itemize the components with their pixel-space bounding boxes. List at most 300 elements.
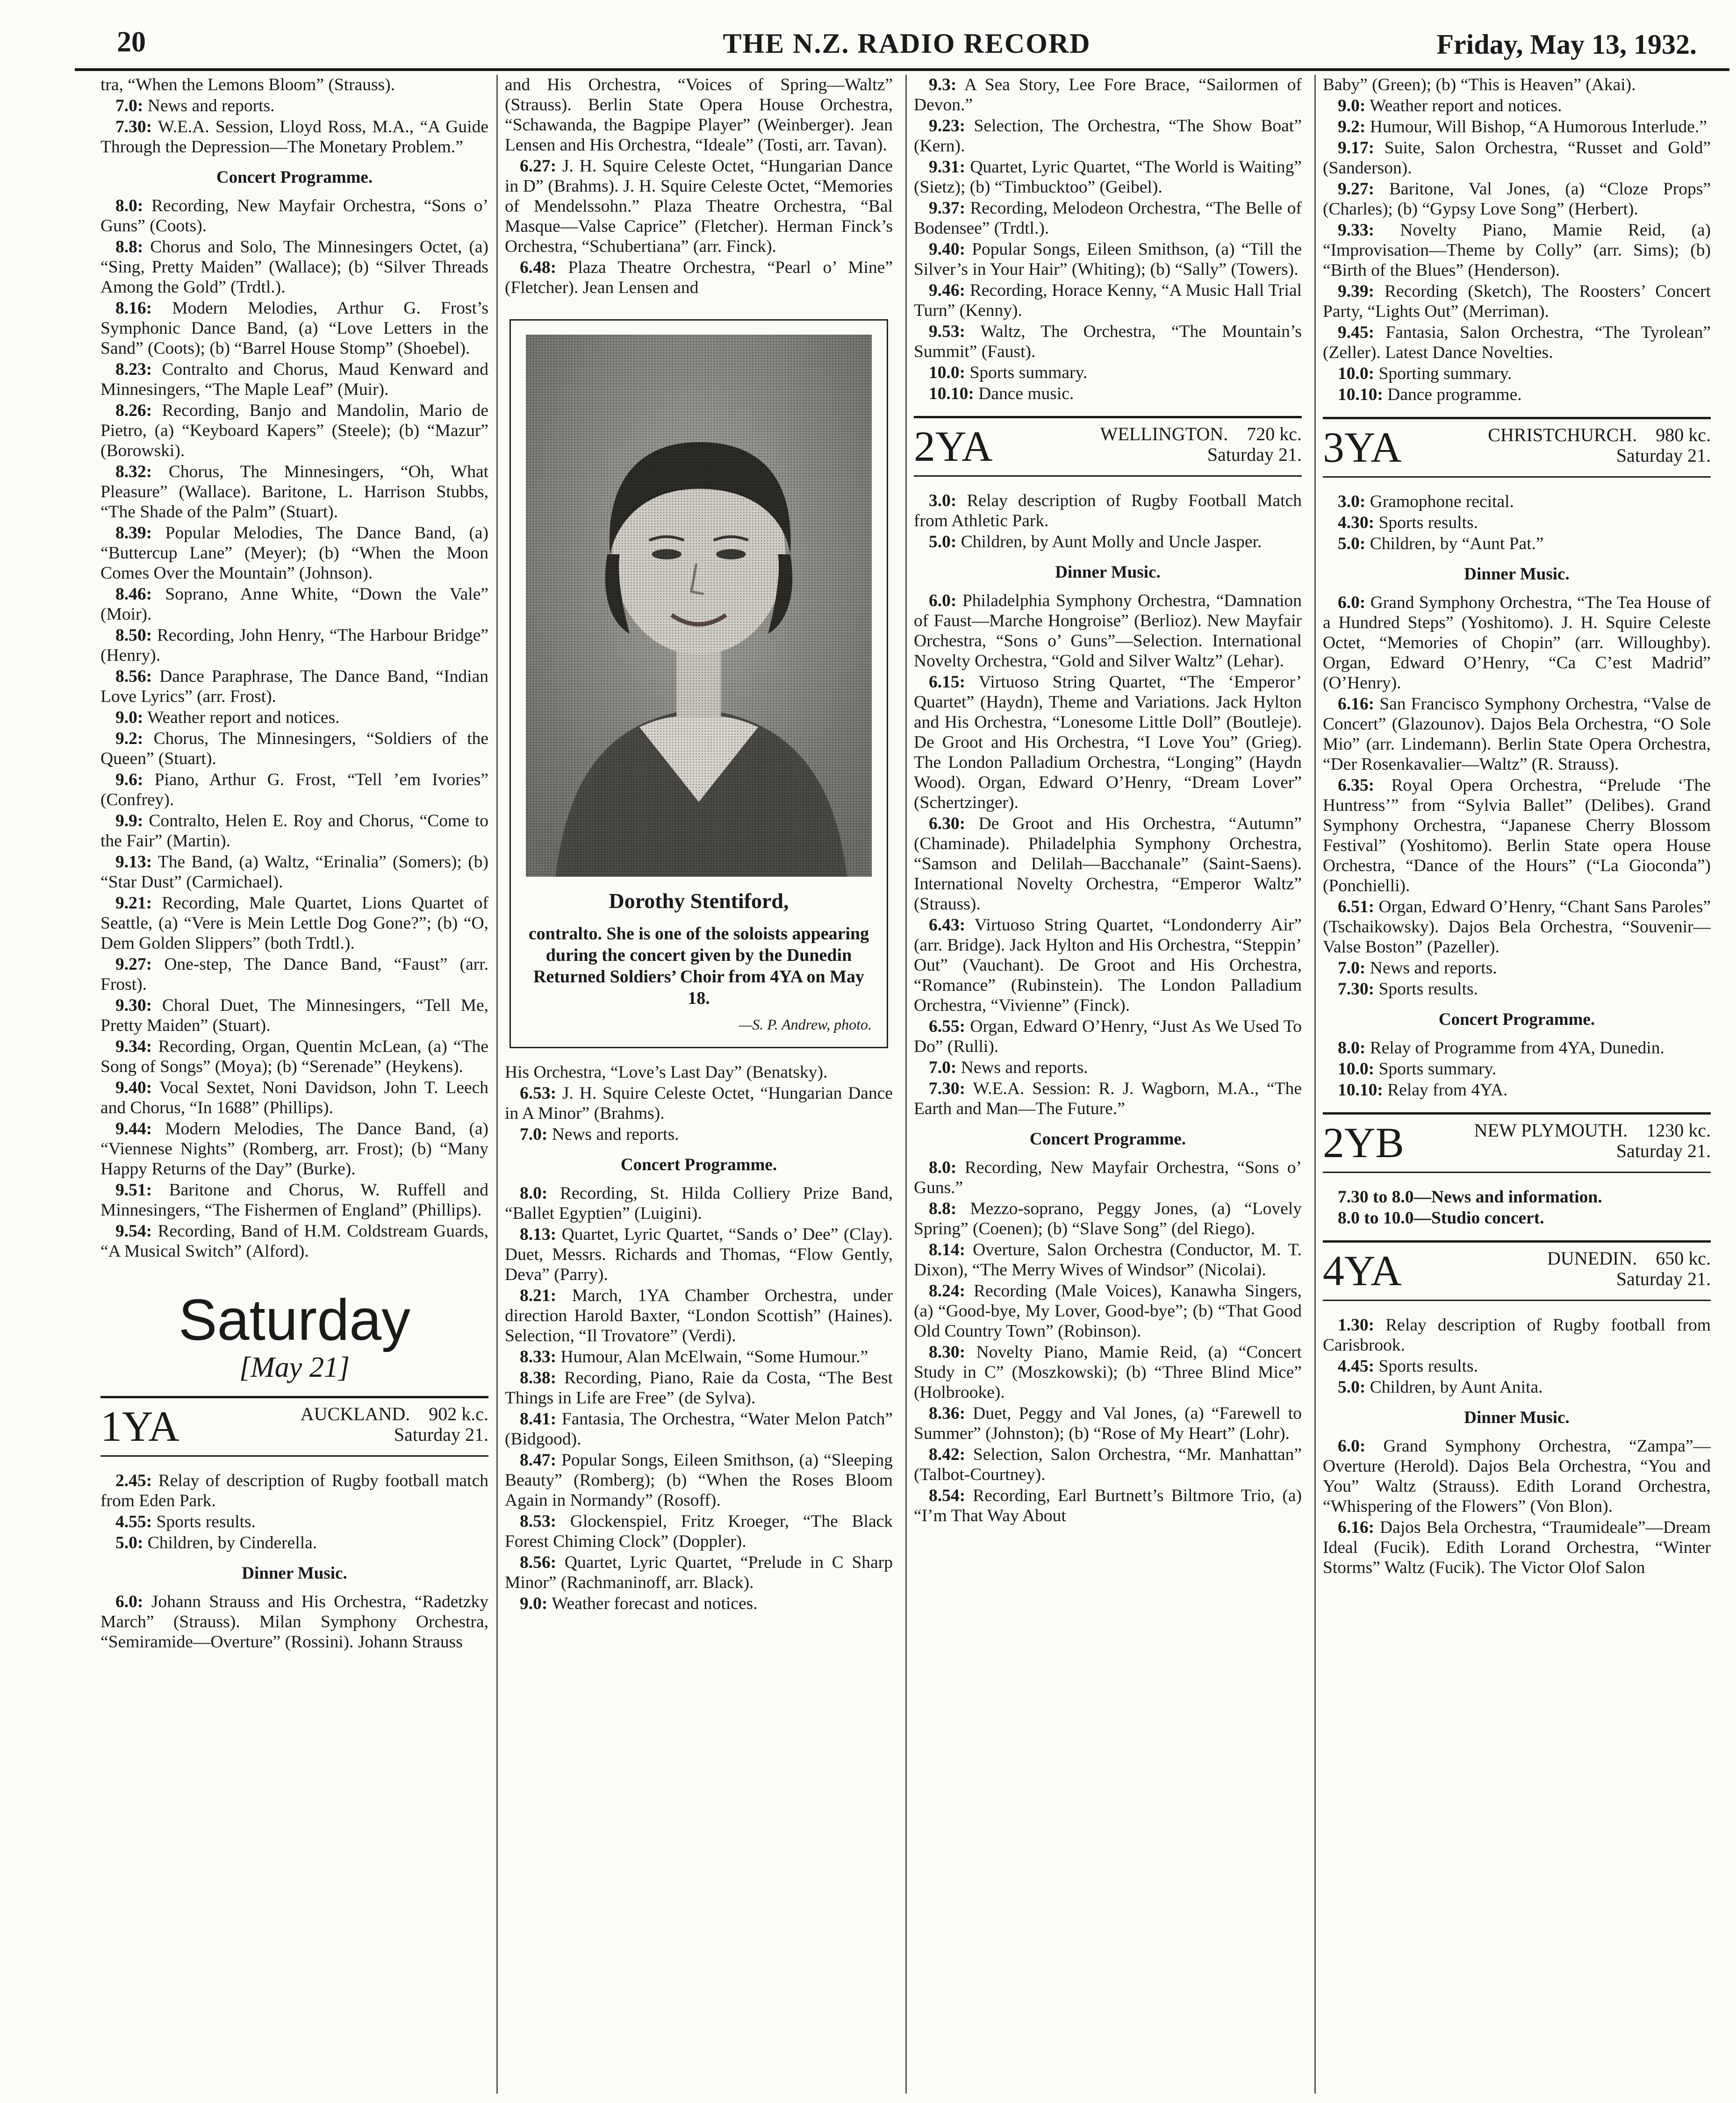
listing-continued: tra, “When the Lemons Bloom” (Strauss). [100, 75, 395, 94]
listing-text: Chorus, The Minnesingers, “Soldiers of the Queen” (Stuart). [100, 729, 488, 768]
listing-time: 8.50: [115, 626, 152, 645]
listing-item [914, 1281, 1302, 1341]
listing-text: Baritone and Chorus, W. Ruffell and Minnesingers, “The Fishermen of England” (Phillips). [100, 1180, 488, 1220]
listing-text: One-step, The Dance Band, “Faust” (arr. Frost). [100, 955, 488, 994]
listing-text: Organ, Edward O’Henry, “Chant Sans Paroles” (Tschaikowsky). Dajos Bela Orchestra, “Souvenir—Valse Boston” (Pazeller). [1323, 897, 1711, 957]
listing-time: 5.0: [929, 532, 957, 551]
listing-time: 8.30: [929, 1343, 966, 1362]
listing-item [914, 1445, 1302, 1485]
listing-item [914, 532, 1302, 552]
listing-item [914, 198, 1302, 238]
listing-text: Philadelphia Symphony Orchestra, “Damnation of Faust—Marche Hongroise” (Berlioz). New Mayfair Orchestra, “Sons o’ Guns”—Selection. International Novelty Orchestra, “Gold and Silver Waltz” (Lehar). [914, 591, 1302, 671]
listing-item [914, 384, 1302, 404]
listing-time: 5.0: [1338, 1378, 1366, 1397]
listing-text: Children, by Aunt Molly and Uncle Jasper. [961, 532, 1262, 551]
listing-text: Popular Songs, Eileen Smithson, (a) “Till the Silver’s in Your Hair” (Whiting); (b) “Sally” (Towers). [914, 240, 1302, 279]
page-header [117, 26, 1697, 70]
column-3 [914, 75, 1302, 2098]
listing-time: 8.42: [929, 1445, 966, 1464]
listing-item [1323, 979, 1711, 999]
listing-item [100, 523, 488, 583]
listing-time: 7.30: [1338, 980, 1375, 999]
listing-item [1323, 694, 1711, 774]
listing-item [1323, 281, 1711, 322]
listing-time: 8.38: [520, 1368, 557, 1388]
listing-time: 4.30: [1338, 513, 1375, 532]
listing-item [100, 196, 488, 236]
listing-time: 5.0: [115, 1533, 143, 1552]
station-city-frequency [1488, 425, 1711, 445]
day-date: [May 21] [239, 1352, 350, 1383]
listing-time: 7.0: [1338, 959, 1366, 978]
listing-item [1323, 958, 1711, 978]
listing-time: 8.46: [115, 585, 152, 604]
listing-time: 9.2: [1338, 117, 1366, 136]
section-heading: Dinner Music. [1464, 565, 1570, 584]
listing-text: W.E.A. Session, Lloyd Ross, M.A., “A Guide Through the Depression—The Monetary Problem.” [100, 117, 488, 157]
listing-item [505, 1450, 893, 1510]
listing-item [100, 1119, 488, 1179]
listing-time: 9.33: [1338, 221, 1375, 240]
listing-item: 8.0 to 10.0—Studio concert. [1338, 1209, 1544, 1228]
station-city: AUCKLAND. [300, 1403, 410, 1424]
listing-text: Grand Symphony Orchestra, “The Tea House of a Hundred Steps” (Yoshitomo). J. H. Squire Celeste Octet, “Memories of Chopin” (arr. Willoughby). Organ, Edward O’Henry, “Ca C’est Madrid” (O’Henry). [1323, 593, 1711, 693]
listing-time: 8.8: [929, 1199, 957, 1218]
listing-item [100, 625, 488, 665]
listing-text: W.E.A. Session: R. J. Wagborn, M.A., “The Earth and Man—The Future.” [914, 1079, 1302, 1118]
listing-text: Recording, Piano, Raie da Costa, “The Best Things in Life are Free” (de Sylva). [505, 1368, 893, 1408]
listing-time: 7.0: [520, 1125, 548, 1144]
listing-item [100, 811, 488, 851]
column-divider [496, 75, 498, 2094]
listing-text: Recording, New Mayfair Orchestra, “Sons o’ Guns.” [914, 1158, 1302, 1197]
listing-text: Recording, Melodeon Orchestra, “The Belle of Bodensee” (Trdtl.). [914, 199, 1302, 238]
listing-text: Modern Melodies, Arthur G. Frost’s Symphonic Dance Band, (a) “Love Letters in the Sand” (Coots); (b) “Barrel House Stomp” (Shoebel). [100, 299, 488, 358]
listing-text: Sports summary. [1378, 1059, 1497, 1079]
listing-item [1323, 364, 1711, 384]
listing-time: 9.27: [115, 955, 152, 974]
station-call-sign: 1YA [100, 1402, 179, 1450]
listing-text: Recording, John Henry, “The Harbour Bridge” (Henry). [100, 626, 488, 665]
listing-text: Popular Melodies, The Dance Band, (a) “Buttercup Lane” (Meyer); (b) “When the Moon Comes Over the Mountain” (Johnson). [100, 523, 488, 583]
listing-text: Relay from 4YA. [1387, 1080, 1508, 1100]
listing-time: 8.36: [929, 1404, 966, 1423]
listing-text: Selection, The Orchestra, “The Show Boat” (Kern). [914, 116, 1302, 156]
listing-time: 8.33: [520, 1347, 557, 1366]
listing-item [914, 672, 1302, 813]
station-header-3ya [1323, 417, 1711, 478]
listing-item [1323, 593, 1711, 693]
listing-item [100, 893, 488, 953]
photo-feature [509, 319, 888, 1048]
listing-item [914, 1016, 1302, 1057]
listing-item [1323, 1517, 1711, 1578]
listing-text: Chorus, The Minnesingers, “Oh, What Pleasure” (Wallace). Baritone, L. Harrison Stubbs, “The Shade of the Palm” (Stuart). [100, 462, 488, 522]
listing-item [505, 258, 893, 298]
listing-time: 10.10: [929, 384, 974, 403]
station-day: Saturday 21. [1616, 1268, 1711, 1289]
listing-time: 9.40: [115, 1078, 152, 1097]
listing-time: 9.54: [115, 1222, 152, 1241]
listing-text: Dance programme. [1387, 385, 1522, 404]
listing-time: 9.31: [929, 157, 966, 177]
column-2 [505, 75, 893, 2098]
listing-time: 6.0: [115, 1592, 143, 1611]
page-number: 20 [117, 26, 146, 58]
station-city: NEW PLYMOUTH. [1474, 1120, 1628, 1141]
listing-text: J. H. Squire Celeste Octet, “Hungarian Dance in D” (Brahms). J. H. Squire Celeste Octet, “Memories of Mendelssohn.” Plaza Theatre Orchestra, “Bal Masque—Valse Caprice” (Fletcher). Herman Finck’s Orchestra, “Schubertiana” (arr. Finck). [505, 157, 893, 256]
listing-text: News and reports. [147, 96, 275, 115]
listing-time: 6.35: [1338, 776, 1375, 795]
listing-text: Sports results. [1378, 513, 1478, 532]
photo-subject-name: Dorothy Stentiford, [609, 889, 789, 913]
portrait-image [526, 335, 872, 877]
listing-item [1323, 1436, 1711, 1516]
listing-time: 4.45: [1338, 1357, 1375, 1376]
listing-time: 10.10: [1338, 1080, 1383, 1100]
listing-text: Duet, Peggy and Val Jones, (a) “Farewell to Summer” (Johnston); (b) “Rose of My Heart” (Lohr). [914, 1404, 1302, 1443]
listing-text: Royal Opera Orchestra, “Prelude ‘The Huntress’” from “Sylvia Ballet” (Delibes). Grand Symphony Orchestra, “Japanese Cherry Blossom Festival” (Yoshitomo). Berlin State opera House Orchestra, “Dance of the Hours” (“La Gioconda”) (Ponchielli). [1323, 776, 1711, 895]
listing-text: Recording, Male Quartet, Lions Quartet of Seattle, (a) “Vere is Mein Lettle Dog Gone?”; (b) “O, Dem Golden Slippers” (both Trdtl.). [100, 894, 488, 953]
listing-text: Mezzo-soprano, Peggy Jones, (a) “Lovely Spring” (Coenen); (b) “Slave Song” (del Riego). [914, 1199, 1302, 1238]
listing-text: Recording (Sketch), The Roosters’ Concert Party, “Lights Out” (Merriman). [1323, 282, 1711, 321]
listing-text: Waltz, The Orchestra, “The Mountain’s Summit” (Faust). [914, 322, 1302, 361]
listing-item [914, 1158, 1302, 1198]
listing-text: Gramophone recital. [1370, 492, 1514, 511]
listing-text: Johann Strauss and His Orchestra, “Radetzky March” (Strauss). Milan Symphony Orchestra, “Semiramide—Overture” (Rossini). Johann Strauss [100, 1592, 488, 1652]
listing-item [914, 280, 1302, 321]
listing-time: 9.44: [115, 1119, 152, 1138]
listing-time: 6.0: [929, 591, 957, 610]
listing-item: 7.30 to 8.0—News and information. [1338, 1187, 1602, 1207]
listing-item [100, 1221, 488, 1261]
listing-item [914, 1403, 1302, 1444]
listing-item [914, 239, 1302, 279]
listing-item [1323, 96, 1711, 116]
listing-item [505, 1347, 893, 1367]
issue-date: Friday, May 13, 1932. [1436, 29, 1697, 60]
listing-time: 8.47: [520, 1451, 557, 1470]
listing-text: Recording, Earl Burtnett’s Biltmore Trio, (a) “I’m That Way About [914, 1486, 1302, 1525]
listing-time: 9.39: [1338, 282, 1375, 301]
station-day: Saturday 21. [1616, 445, 1711, 466]
listing-item [505, 1511, 893, 1552]
listing-time: 9.30: [115, 996, 152, 1015]
column-1 [100, 75, 488, 2098]
listing-item [100, 666, 488, 707]
listing-item [100, 584, 488, 624]
day-banner [100, 1289, 488, 1384]
listing-time: 9.23: [929, 116, 966, 136]
column-divider [905, 75, 907, 2094]
listing-item [1323, 534, 1711, 554]
station-city-frequency [301, 1404, 488, 1424]
listing-time: 9.21: [115, 894, 152, 913]
listing-time: 9.37: [929, 199, 966, 218]
station-frequency: 720 kc. [1247, 423, 1302, 444]
listing-time: 8.0: [929, 1158, 957, 1177]
listing-text: Recording, Banjo and Mandolin, Mario de Pietro, (a) “Keyboard Kapers” (Steele); (b) “Mazur” (Borowski). [100, 401, 488, 460]
listing-time: 8.39: [115, 523, 152, 543]
listing-item [505, 1368, 893, 1408]
listing-text: Relay description of Rugby Football Match from Athletic Park. [914, 491, 1302, 530]
station-frequency: 902 k.c. [429, 1403, 488, 1424]
listing-item [1323, 897, 1711, 957]
listing-text: News and reports. [552, 1125, 679, 1144]
listing-time: 9.53: [929, 322, 966, 341]
listing-text: Sports summary. [969, 363, 1088, 382]
listing-item [1323, 492, 1711, 512]
listing-item [1323, 385, 1711, 405]
publication-title: THE N.Z. RADIO RECORD [723, 28, 1091, 59]
listing-text: Recording (Male Voices), Kanawha Singers, (a) “Good-bye, My Lover, Good-bye”; (b) “That Good Old Country Town” (Robinson). [914, 1281, 1302, 1341]
column-4 [1323, 75, 1711, 2098]
portrait-photo [526, 335, 872, 877]
listing-time: 8.0: [520, 1184, 548, 1203]
listing-text: March, 1YA Chamber Orchestra, under direction Harold Baxter, “London Scottish” (Haines). Selection, “Il Trovatore” (Verdi). [505, 1286, 893, 1345]
listing-time: 9.0: [115, 708, 143, 727]
listing-item [914, 814, 1302, 914]
listing-text: Dajos Bela Orchestra, “Traumideale”—Dream Ideal (Fucik). Edith Lorand Orchestra, “Winter Storms” Waltz (Fucik). The Victor Olof Salon [1323, 1518, 1711, 1577]
section-heading: Concert Programme. [1438, 1010, 1595, 1029]
listing-time: 6.43: [929, 916, 966, 935]
listing-item [914, 1199, 1302, 1239]
listing-item [100, 954, 488, 994]
listing-text: Quartet, Lyric Quartet, “Prelude in C Sharp Minor” (Rachmaninoff, arr. Black). [505, 1553, 893, 1592]
section-heading: Concert Programme. [216, 168, 373, 187]
station-header-2yb [1323, 1112, 1711, 1173]
station-city-frequency [1100, 424, 1302, 444]
listing-time: 8.14: [929, 1240, 966, 1259]
section-heading: Concert Programme. [1029, 1130, 1186, 1149]
listing-time: 8.21: [520, 1286, 557, 1305]
listing-time: 3.0: [1338, 492, 1366, 511]
listing-time: 9.45: [1338, 323, 1375, 342]
listing-text: News and reports. [961, 1058, 1088, 1077]
listing-time: 9.46: [929, 281, 966, 300]
listing-text: Recording, St. Hilda Colliery Prize Band, “Ballet Egyptien” (Luigini). [505, 1184, 893, 1223]
station-day: Saturday 21. [1616, 1140, 1711, 1161]
listing-text: A Sea Story, Lee Fore Brace, “Sailormen of Devon.” [914, 75, 1302, 114]
station-header-4ya [1323, 1240, 1711, 1301]
station-call-sign: 2YB [1323, 1119, 1404, 1166]
section-heading: Dinner Music. [1464, 1408, 1570, 1427]
listing-text: Piano, Arthur G. Frost, “Tell ’em Ivories” (Confrey). [100, 770, 488, 809]
station-call-sign: 3YA [1323, 423, 1402, 471]
listing-item [914, 322, 1302, 362]
column-divider [1314, 75, 1316, 2094]
listing-item [914, 116, 1302, 156]
station-header-2ya [914, 416, 1302, 477]
listing-item [505, 1552, 893, 1593]
section-heading: Dinner Music. [1055, 563, 1161, 582]
listing-text: Plaza Theatre Orchestra, “Pearl o’ Mine” (Fletcher). Jean Lensen and [505, 258, 893, 297]
listing-time: 8.26: [115, 401, 152, 420]
listing-time: 6.55: [929, 1017, 966, 1036]
listing-text: Fantasia, Salon Orchestra, “The Tyrolean” (Zeller). Latest Dance Novelties. [1323, 323, 1711, 362]
station-city: CHRISTCHURCH. [1488, 424, 1637, 445]
listing-item [914, 1079, 1302, 1119]
listing-time: 9.9: [115, 811, 143, 830]
listing-text: J. H. Squire Celeste Octet, “Hungarian Dance in A Minor” (Brahms). [505, 1084, 893, 1123]
listing-text: Weather report and notices. [147, 708, 340, 727]
listing-time: 8.0: [1338, 1038, 1366, 1058]
listing-item [1323, 513, 1711, 533]
listing-time: 8.53: [520, 1512, 557, 1531]
listing-text: Choral Duet, The Minnesingers, “Tell Me, Pretty Maiden” (Stuart). [100, 996, 488, 1035]
listing-text: Chorus and Solo, The Minnesingers Octet, (a) “Sing, Pretty Maiden” (Wallace); (b) “Silver Threads Among the Gold” (Trdtl.). [100, 237, 488, 297]
listing-time: 6.53: [520, 1084, 557, 1103]
listing-item [914, 75, 1302, 115]
listing-item [100, 1592, 488, 1652]
listing-time: 1.30: [1338, 1316, 1375, 1335]
listing-text: Baritone, Val Jones, (a) “Cloze Props” (Charles); (b) “Gypsy Love Song” (Herbert). [1323, 179, 1711, 219]
section-heading: Dinner Music. [242, 1564, 347, 1583]
listing-item [914, 591, 1302, 671]
listing-item [100, 1078, 488, 1118]
listing-item [100, 117, 488, 157]
listing-time: 8.41: [520, 1409, 557, 1429]
listing-time: 8.54: [929, 1486, 966, 1505]
listing-text: Suite, Salon Orchestra, “Russet and Gold” (Sanderson). [1323, 138, 1711, 178]
listing-time: 4.55: [115, 1512, 152, 1531]
listing-item [100, 708, 488, 728]
listing-time: 8.24: [929, 1281, 966, 1301]
listing-text: The Band, (a) Waltz, “Erinalia” (Somers); (b) “Star Dust” (Carmichael). [100, 852, 488, 892]
listing-time: 6.27: [520, 157, 557, 176]
listing-text: Soprano, Anne White, “Down the Vale” (Moir). [100, 585, 488, 624]
listing-item [914, 1342, 1302, 1402]
listing-text: Humour, Alan McElwain, “Some Humour.” [560, 1347, 868, 1366]
listing-time: 6.30: [929, 814, 966, 833]
listing-item [100, 1533, 488, 1553]
listing-item [1323, 1377, 1711, 1397]
station-day: Saturday 21. [394, 1424, 488, 1445]
listing-time: 6.51: [1338, 897, 1375, 916]
listing-item [505, 1124, 893, 1144]
listing-time: 8.13: [520, 1225, 557, 1244]
listing-item [914, 1240, 1302, 1280]
listing-item [1323, 1038, 1711, 1058]
listing-item [100, 1471, 488, 1511]
listing-item [914, 1058, 1302, 1078]
listing-item [1323, 138, 1711, 178]
listing-text: Virtuoso String Quartet, “Londonderry Air” (arr. Bridge). Jack Hylton and His Orchestra, “Steppin’ Out” (Vauchant). De Groot and His Orchestra, “Romance” (Rubinstein). The London Palladium Orchestra, “Vivienne” (Finck). [914, 916, 1302, 1015]
listing-item [100, 995, 488, 1036]
listing-time: 9.17: [1338, 138, 1375, 157]
listing-item [505, 1286, 893, 1346]
listing-time: 8.56: [520, 1553, 557, 1572]
listing-time: 6.16: [1338, 1518, 1375, 1537]
listing-time: 10.0: [929, 363, 966, 382]
listing-item [1323, 775, 1711, 896]
listing-item [100, 729, 488, 769]
listing-item [100, 852, 488, 892]
listing-text: Sporting summary. [1378, 364, 1512, 383]
listing-text: Quartet, Lyric Quartet, “Sands o’ Dee” (Clay). Duet, Messrs. Richards and Thomas, “Flow Gently, Deva” (Parry). [505, 1225, 893, 1284]
listing-text: Children, by Aunt Anita. [1370, 1378, 1543, 1397]
listing-item [100, 770, 488, 810]
listing-text: Recording, Organ, Quentin McLean, (a) “The Song of Songs” (Moya); (b) “Serenade” (Heykens). [100, 1037, 488, 1076]
station-day: Saturday 21. [1207, 444, 1302, 465]
listing-text: Grand Symphony Orchestra, “Zampa”—Overture (Herold). Dajos Bela Orchestra, “You and You” Waltz (Strauss). Edith Lorand Orchestra, “Whispering of the Flowers” (Von Blon). [1323, 1437, 1711, 1516]
listing-text: Weather forecast and notices. [552, 1594, 758, 1613]
listing-time: 9.2: [115, 729, 143, 748]
listing-time: 5.0: [1338, 534, 1366, 553]
listing-text: Recording, New Mayfair Orchestra, “Sons o’ Guns” (Coots). [100, 196, 488, 236]
station-call-sign: 2YA [914, 422, 993, 470]
listing-time: 8.56: [115, 667, 152, 686]
listing-item [100, 298, 488, 358]
listing-text: Contralto, Helen E. Roy and Chorus, “Come to the Fair” (Martin). [100, 811, 488, 851]
listing-item [1323, 1059, 1711, 1079]
listing-time: 10.10: [1338, 385, 1383, 404]
listing-item [1323, 1080, 1711, 1100]
listing-item [914, 157, 1302, 197]
station-frequency: 980 kc. [1656, 424, 1711, 445]
station-city: DUNEDIN. [1547, 1248, 1637, 1269]
listing-continued: and His Orchestra, “Voices of Spring—Waltz” (Strauss). Berlin State Opera House Orchestra, “Schawanda, the Bagpipe Player” (Weinberger). Jean Lensen and His Orchestra, “Ideale” (Tosti, arr. Tavan). [505, 75, 893, 155]
listing-item [914, 1486, 1302, 1526]
listing-text: Dance music. [978, 384, 1074, 403]
listing-item [1323, 1315, 1711, 1355]
header-rule [75, 68, 1729, 71]
station-frequency: 1230 kc. [1646, 1120, 1711, 1141]
listing-continued: His Orchestra, “Love’s Last Day” (Benatsky). [505, 1063, 828, 1082]
listing-item [914, 491, 1302, 531]
listing-text: Relay of Programme from 4YA, Dunedin. [1370, 1038, 1664, 1058]
listing-text: Quartet, Lyric Quartet, “The World is Waiting” (Sietz); (b) “Timbucktoo” (Geibel). [914, 157, 1302, 197]
listing-time: 8.23: [115, 360, 152, 379]
listing-item [100, 462, 488, 522]
listing-text: De Groot and His Orchestra, “Autumn” (Chaminade). Philadelphia Symphony Orchestra, “Samson and Delilah—Bacchanale” (Saint-Saens). International Novelty Orchestra, “Emperor Waltz” (Strauss). [914, 814, 1302, 914]
listing-time: 7.30: [115, 117, 152, 136]
station-frequency: 650 kc. [1656, 1248, 1711, 1269]
listing-item [1323, 179, 1711, 219]
listing-item [100, 359, 488, 400]
listing-time: 2.45: [115, 1471, 152, 1490]
station-city-frequency [1474, 1120, 1711, 1141]
listing-time: 7.0: [929, 1058, 957, 1077]
listing-item [914, 915, 1302, 1016]
listing-time: 6.48: [520, 258, 557, 277]
listing-time: 6.0: [1338, 593, 1366, 612]
listing-time: 10.0: [1338, 1059, 1375, 1079]
listing-item [914, 363, 1302, 383]
listing-item [100, 96, 488, 116]
listing-text: Novelty Piano, Mamie Reid, (a) “Concert Study in C” (Moszkowski); (b) “Three Blind Mice” (Holbrooke). [914, 1343, 1302, 1402]
listing-text: Relay description of Rugby football from Carisbrook. [1323, 1316, 1711, 1355]
listing-text: Glockenspiel, Fritz Kroeger, “The Black Forest Chiming Clock” (Doppler). [505, 1512, 893, 1551]
listing-time: 8.0: [115, 196, 143, 215]
listing-continued: Baby” (Green); (b) “This is Heaven” (Akai). [1323, 75, 1636, 94]
listing-text: Sports results. [1378, 980, 1478, 999]
day-title: Saturday [178, 1288, 411, 1352]
listing-time: 9.51: [115, 1180, 152, 1200]
listing-time: 8.8: [115, 237, 143, 257]
listing-text: Children, by “Aunt Pat.” [1370, 534, 1544, 553]
photo-credit: —S. P. Andrew, photo. [739, 1016, 872, 1033]
listing-item [100, 237, 488, 297]
listing-item [100, 1180, 488, 1220]
listing-item [100, 401, 488, 461]
listing-time: 9.34: [115, 1037, 152, 1056]
listing-time: 9.6: [115, 770, 143, 789]
listing-text: Sports results. [156, 1512, 256, 1531]
listing-text: Weather report and notices. [1370, 96, 1562, 115]
listing-item [1323, 322, 1711, 363]
listing-text: Vocal Sextet, Noni Davidson, John T. Leech and Chorus, “In 1688” (Phillips). [100, 1078, 488, 1117]
